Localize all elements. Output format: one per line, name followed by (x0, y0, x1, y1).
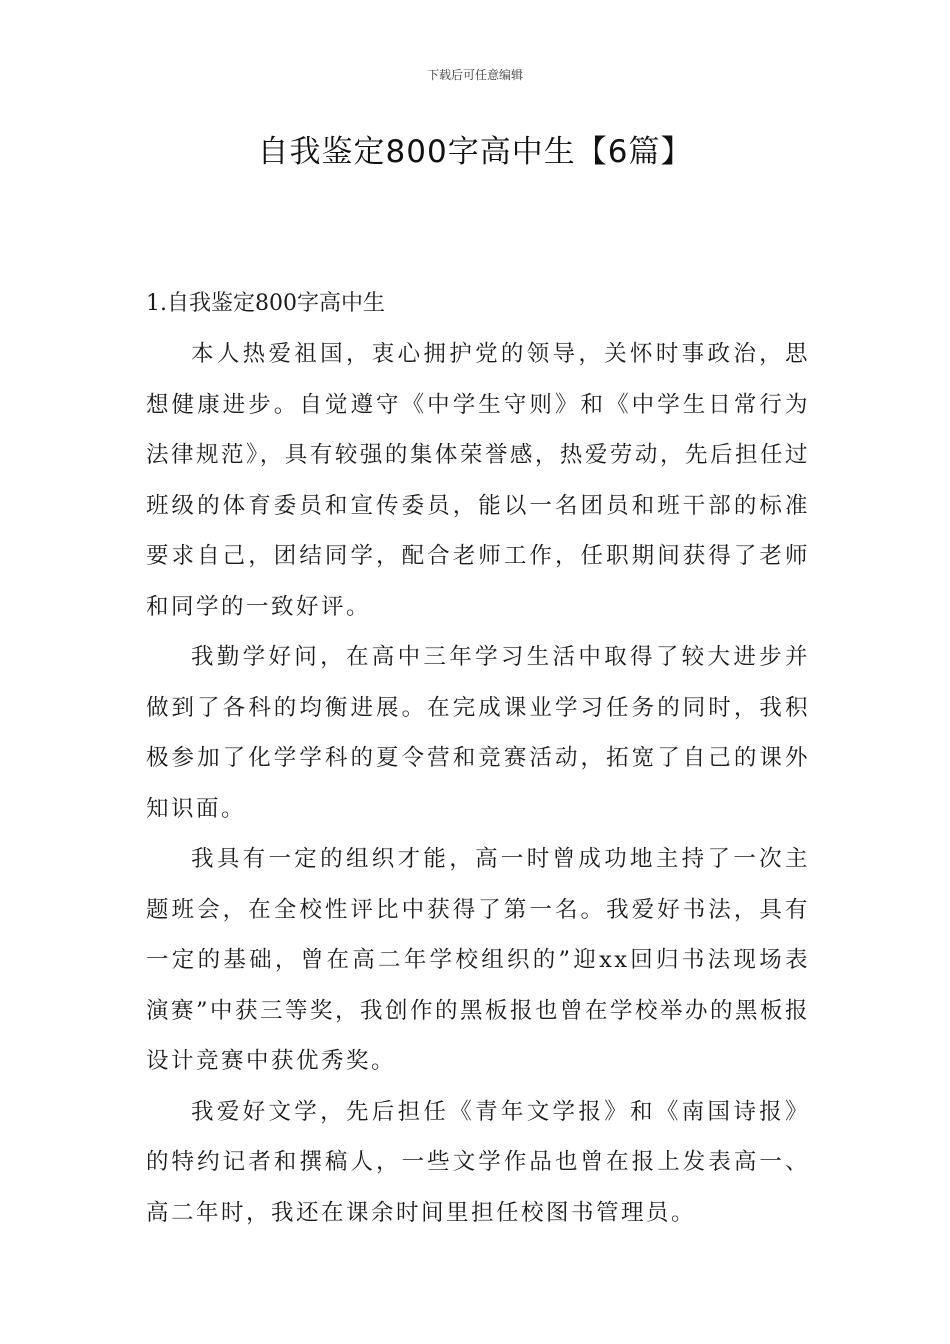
section-heading: 1.自我鉴定800字高中生 (146, 291, 385, 316)
paragraph-4: 我爱好文学，先后担任《青年文学报》和《南国诗报》的特约记者和撰稿人，一些文学作品也曾在报上发表高一、高二年时，我还在课余时间里担任校图书管理员。 (146, 1098, 810, 1226)
paragraph-3: 我具有一定的组织才能，高一时曾成功地主持了一次主题班会，在全校性评比中获得了第一名。我爱好书法，具有一定的基础，曾在高二年学校组织的”迎xx回归书法现场表演赛”中获三等奖，我创作的黑板报也曾在学校举办的黑板报设计竞赛中获优秀奖。 (146, 846, 811, 1074)
paragraph-1: 本人热爱祖国，衷心拥护党的领导，关怀时事政治，思想健康进步。自觉遵守《中学生守则》和《中学生日常行为法律规范》，具有较强的集体荣誉感，热爱劳动，先后担任过班级的体育委员和宣传委员，能以一名团员和班干部的标准要求自己，团结同学，配合老师工作，任职期间获得了老师和同学的一致好评。 (146, 341, 810, 620)
document-title: 自我鉴定800字高中生【6篇】 (257, 134, 693, 170)
document-body (146, 279, 810, 1238)
paragraph-2: 我勤学好问，在高中三年学习生活中取得了较大进步并做到了各科的均衡进展。在完成课业学习任务的同时，我积极参加了化学学科的夏令营和竞赛活动，拓宽了自己的课外知识面。 (146, 644, 810, 822)
page-header-note: 下载后可任意编辑 (426, 68, 523, 82)
